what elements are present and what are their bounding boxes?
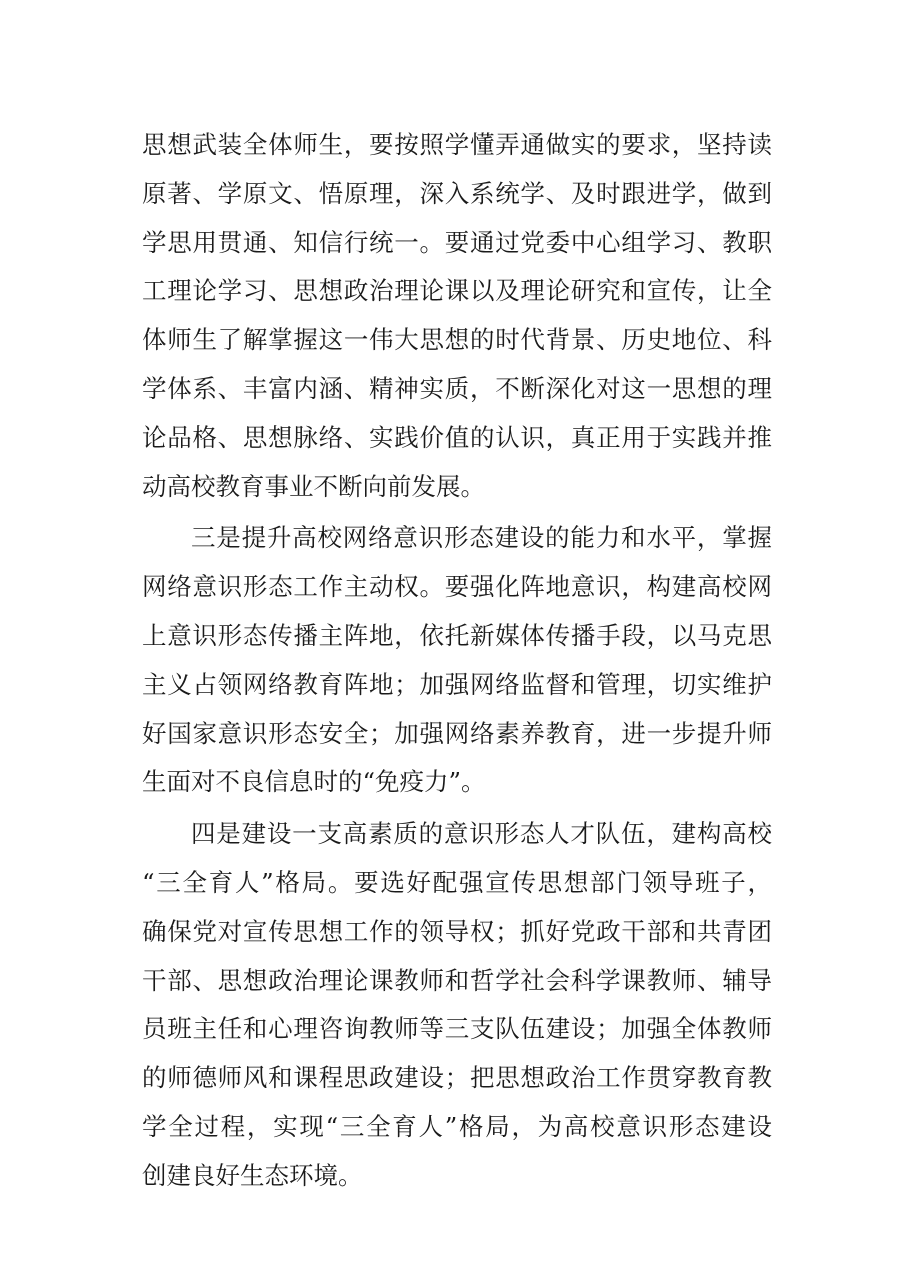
text-line: 四是建设一支高素质的意识形态人才队伍，建构高校 — [191, 819, 772, 849]
text-line: 体师生了解掌握这一伟大思想的时代背景、历史地位、科 — [142, 325, 772, 355]
text-line: 确保党对宣传思想工作的领导权；抓好党政干部和共青团 — [142, 916, 772, 946]
text-line: “三全育人”格局。要选好配强宣传思想部门领导班子， — [142, 867, 772, 897]
text-line: 上意识形态传播主阵地，依托新媒体传播手段，以马克思 — [142, 620, 772, 650]
text-line: 干部、思想政治理论课教师和哲学社会科学课教师、辅导 — [142, 965, 772, 995]
text-line: 三是提升高校网络意识形态建设的能力和水平，掌握 — [191, 523, 772, 553]
text-line: 学全过程，实现“三全育人”格局，为高校意识形态建设 — [142, 1111, 772, 1141]
text-line: 动高校教育事业不断向前发展。 — [142, 471, 485, 501]
text-line: 学体系、丰富内涵、精神实质，不断深化对这一思想的理 — [142, 373, 772, 403]
text-line: 学思用贯通、知信行统一。要通过党委中心组学习、教职 — [142, 227, 772, 257]
text-line: 主义占领网络教育阵地；加强网络监督和管理，切实维护 — [142, 669, 772, 699]
text-line: 思想武装全体师生，要按照学懂弄通做实的要求，坚持读 — [142, 130, 772, 159]
text-line: 原著、学原文、悟原理，深入系统学、及时跟进学，做到 — [142, 178, 772, 208]
text-line: 的师德师风和课程思政建设；把思想政治工作贯穿教育教 — [142, 1063, 772, 1093]
text-line: 生面对不良信息时的“免疫力”。 — [142, 767, 486, 797]
text-line: 创建良好生态环境。 — [142, 1160, 363, 1190]
document-body — [142, 121, 772, 1201]
paragraph — [142, 810, 772, 1200]
text-line: 网络意识形态工作主动权。要强化阵地意识，构建高校网 — [142, 572, 772, 602]
text-line: 好国家意识形态安全；加强网络素养教育，进一步提升师 — [142, 718, 772, 748]
text-line: 工理论学习、思想政治理论课以及理论研究和宣传，让全 — [142, 276, 772, 306]
paragraph — [142, 121, 772, 511]
text-line: 员班主任和心理咨询教师等三支队伍建设；加强全体教师 — [142, 1014, 772, 1044]
paragraph — [142, 514, 772, 807]
text-line: 论品格、思想脉络、实践价值的认识，真正用于实践并推 — [142, 422, 772, 452]
